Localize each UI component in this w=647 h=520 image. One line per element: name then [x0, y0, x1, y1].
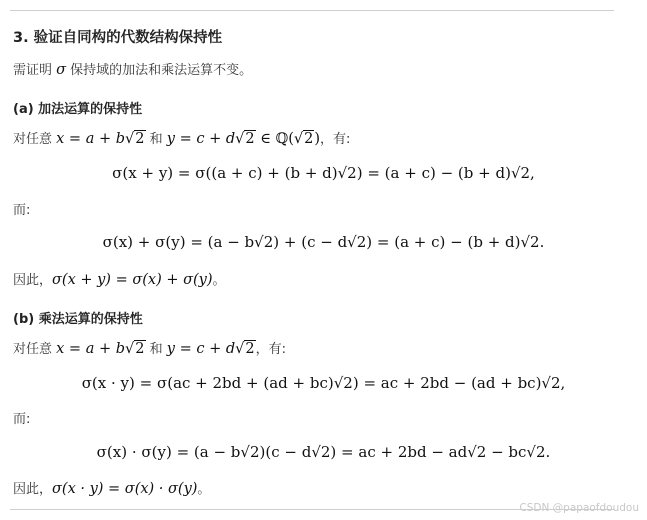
addition-conclusion-pre: 因此， [13, 273, 53, 288]
section-heading: 3. 验证自同构的代数结构保持性 [13, 30, 223, 46]
multiplication-equation-2: σ(x) · σ(y) = (a − b√2)(c − d√2) = ac + 2bd − ad√2 − bc√2. [96, 443, 551, 461]
addition-conclusion-math: σ(x + y) = σ(x) + σ(y) [52, 272, 213, 288]
addition-given-x: x = a + b√2 [56, 131, 145, 147]
addition-heading: (a) 加法运算的保持性 [13, 102, 143, 117]
multiplication-conclusion-math: σ(x · y) = σ(x) · σ(y) [52, 481, 198, 497]
watermark: CSDN @papaofdoudou [519, 502, 639, 514]
multiplication-given-and: 和 [145, 342, 167, 357]
multiplication-heading: (b) 乘法运算的保持性 [13, 312, 143, 327]
multiplication-given-y: y = c + d√2 [166, 341, 255, 357]
multiplication-equation-1: σ(x · y) = σ(ac + 2bd + (ad + bc)√2) = ac + 2bd − (ad + bc)√2, [81, 374, 566, 392]
addition-given-and: 和 [145, 132, 167, 147]
addition-and: 而: [13, 203, 31, 218]
addition-conclusion-post: 。 [212, 273, 226, 288]
intro-sigma: σ [56, 62, 67, 78]
addition-given [13, 130, 350, 149]
addition-equation-1: σ(x + y) = σ((a + c) + (b + d)√2) = (a + c) − (b + d)√2, [112, 164, 535, 182]
multiplication-given-post: ，有: [255, 342, 287, 357]
addition-given-y: y = c + d√2 ∈ ℚ(√2) [166, 131, 321, 147]
addition-given-pre: 对任意 [13, 132, 57, 147]
intro-post: 保持域的加法和乘法运算不变。 [66, 63, 253, 78]
multiplication-and: 而: [13, 412, 31, 427]
addition-equation-2: σ(x) + σ(y) = (a − b√2) + (c − d√2) = (a + c) − (b + d)√2. [102, 233, 545, 251]
multiplication-given [13, 340, 286, 359]
intro-pre: 需证明 [13, 63, 57, 78]
multiplication-conclusion-pre: 因此， [13, 482, 53, 497]
top-divider [10, 10, 614, 11]
multiplication-conclusion-post: 。 [197, 482, 211, 497]
multiplication-given-pre: 对任意 [13, 342, 57, 357]
addition-given-post: ，有: [320, 132, 351, 147]
intro-paragraph [13, 61, 252, 80]
multiplication-given-x: x = a + b√2 [56, 341, 145, 357]
addition-conclusion [13, 271, 226, 290]
multiplication-conclusion [13, 480, 210, 499]
